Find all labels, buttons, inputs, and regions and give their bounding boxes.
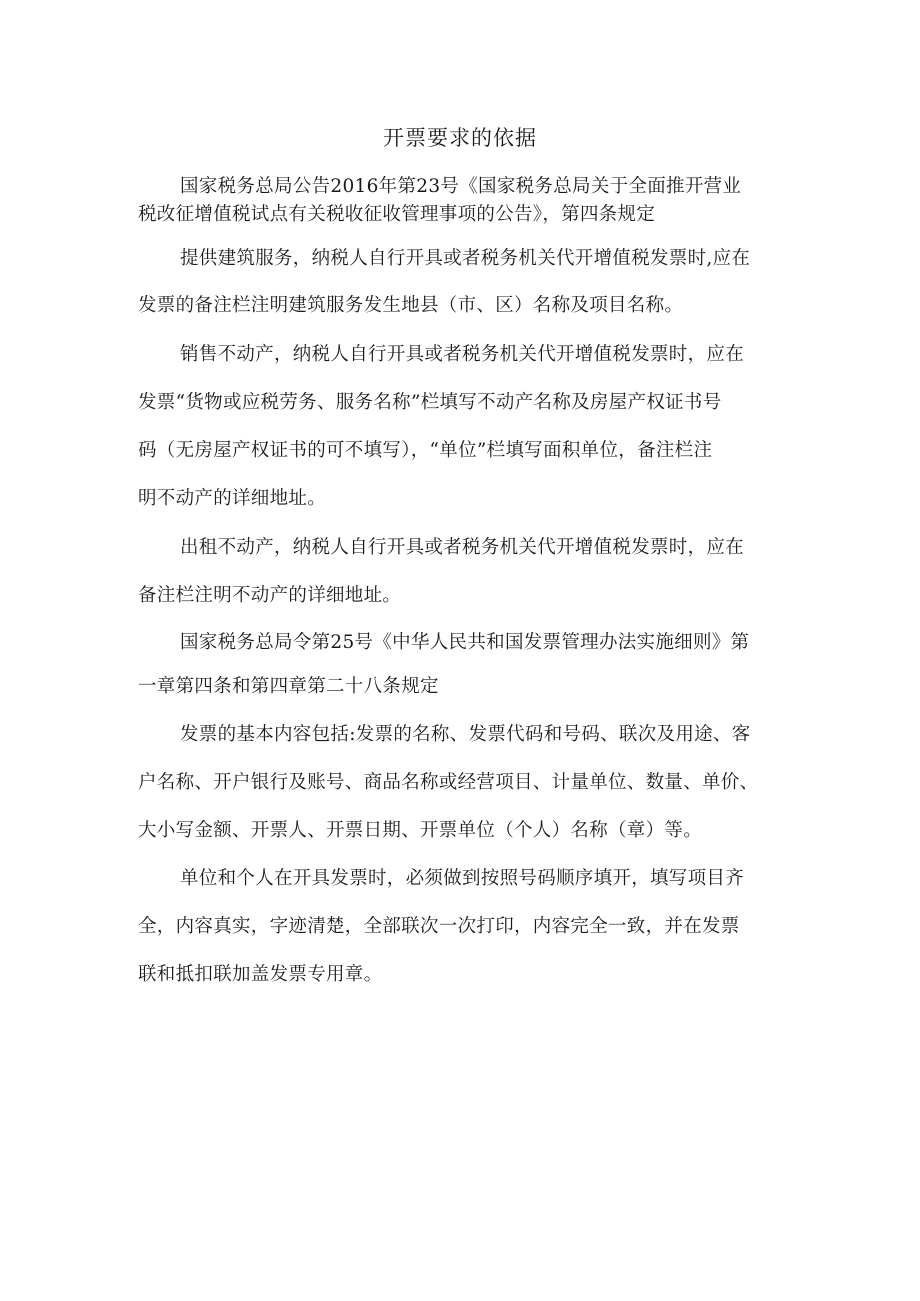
paragraph-5-line-1: 国家税务总局令第25号《中华人民共和国发票管理办法实施细则》第 bbox=[180, 632, 750, 653]
paragraph-2-line-2: 发票的备注栏注明建筑服务发生地县（市、区）名称及项目名称。 bbox=[138, 295, 684, 316]
paragraph-6-line-2: 户名称、开户银行及账号、商品名称或经营项目、计量单位、数量、单价、 bbox=[138, 772, 759, 793]
paragraph-1-line-1: 国家税务总局公告2016年第23号《国家税务总局关于全面推开营业 bbox=[180, 176, 742, 197]
paragraph-7-line-3: 联和抵扣联加盖发票专用章。 bbox=[138, 964, 383, 985]
paragraph-4-line-1: 出租不动产，纳税人自行开具或者税务机关代开增值税发票时，应在 bbox=[180, 537, 745, 558]
paragraph-6-line-1: 发票的基本内容包括:发票的名称、发票代码和号码、联次及用途、客 bbox=[180, 724, 751, 745]
paragraph-3-line-4: 明不动产的详细地址。 bbox=[138, 488, 327, 509]
paragraph-3-line-3: 码（无房屋产权证书的可不填写），“单位”栏填写面积单位，备注栏注 bbox=[138, 440, 713, 461]
paragraph-7-line-2: 全，内容真实，字迹清楚，全部联次一次打印，内容完全一致，并在发票 bbox=[138, 916, 740, 937]
paragraph-7-line-1: 单位和个人在开具发票时，必须做到按照号码顺序填开，填写项目齐 bbox=[180, 868, 745, 889]
paragraph-3-line-2: 发票“货物或应税劳务、服务名称”栏填写不动产名称及房屋产权证书号 bbox=[138, 392, 722, 413]
paragraph-5-line-2: 一章第四条和第四章第二十八条规定 bbox=[138, 676, 439, 697]
paragraph-2-line-1: 提供建筑服务，纳税人自行开具或者税务机关代开增值税发票时,应在 bbox=[180, 248, 751, 269]
paragraph-6-line-3: 大小写金额、开票人、开票日期、开票单位（个人）名称（章）等。 bbox=[138, 820, 703, 841]
document-title: 开票要求的依据 bbox=[383, 126, 537, 150]
paragraph-4-line-2: 备注栏注明不动产的详细地址。 bbox=[138, 585, 402, 606]
paragraph-3-line-1: 销售不动产，纳税人自行开具或者税务机关代开增值税发票时，应在 bbox=[180, 344, 745, 365]
paragraph-1-line-2: 税改征增值税试点有关税收征收管理事项的公告》，第四条规定 bbox=[138, 204, 656, 225]
